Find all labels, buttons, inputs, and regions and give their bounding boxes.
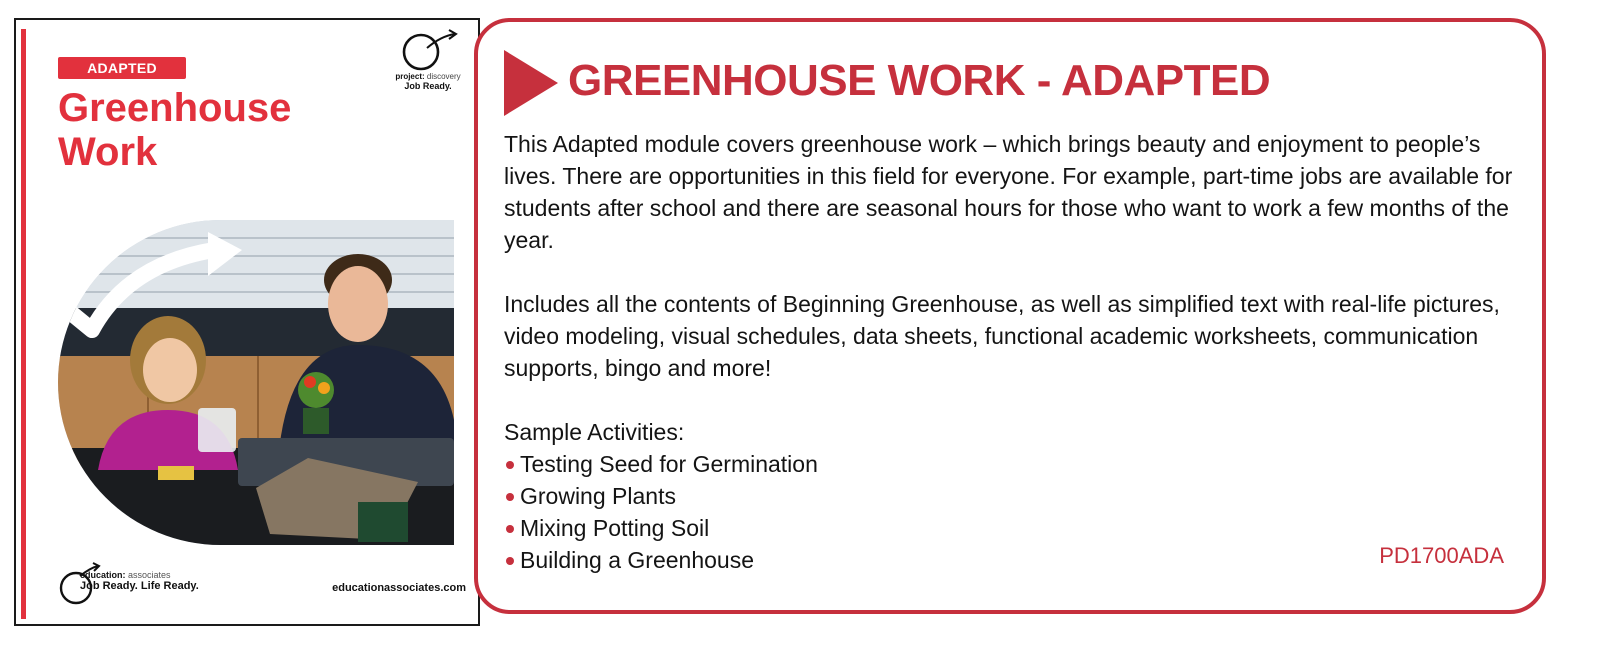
description-title: GREENHOUSE WORK - ADAPTED bbox=[568, 56, 1271, 105]
brand-bottom-tagline: Job Ready. Life Ready. bbox=[80, 580, 199, 592]
brand-bottom-prefix: education: bbox=[80, 570, 126, 580]
activities-list bbox=[504, 448, 1514, 576]
list-item: Testing Seed for Germination bbox=[504, 448, 1514, 480]
cover-accent-stripe bbox=[21, 29, 26, 619]
description-card bbox=[474, 18, 1546, 614]
brand-top-tagline: Job Ready. bbox=[404, 81, 452, 91]
cover-photo bbox=[58, 220, 454, 545]
description-paragraph-1: This Adapted module covers greenhouse work – which brings beauty and enjoyment to people’s lives. There are opportunities in this field for everyone. For example, part-time jobs are available for students after school and there are seasonal hours for those who want to work a few months of the year. bbox=[504, 131, 1513, 253]
apple-logo-icon bbox=[397, 28, 459, 72]
list-item: Mixing Potting Soil bbox=[504, 512, 1514, 544]
adapted-badge: ADAPTED bbox=[58, 57, 186, 79]
cover-title-line2: Work bbox=[58, 130, 158, 174]
website-url[interactable]: educationassociates.com bbox=[332, 582, 466, 594]
brand-top-prefix: project: bbox=[395, 72, 425, 81]
description-body bbox=[504, 128, 1514, 576]
cover-title bbox=[58, 86, 318, 174]
description-paragraph-2: Includes all the contents of Beginning Greenhouse, as well as simplified text with real-life pictures, video modeling, visual schedules, data sheets, functional academic worksheets, communication supports, bingo and more! bbox=[504, 291, 1500, 381]
play-triangle-icon bbox=[504, 50, 558, 116]
list-item: Growing Plants bbox=[504, 480, 1514, 512]
education-associates-logo bbox=[58, 560, 218, 610]
brand-bottom-name: associates bbox=[125, 570, 171, 580]
product-code: PD1700ADA bbox=[1379, 543, 1504, 568]
product-cover bbox=[14, 18, 480, 626]
project-discovery-logo bbox=[392, 28, 464, 91]
cover-title-line1: Greenhouse bbox=[58, 86, 292, 130]
list-item: Building a Greenhouse bbox=[504, 544, 1514, 576]
brand-top-name: discovery bbox=[424, 72, 461, 81]
activities-heading: Sample Activities: bbox=[504, 419, 685, 445]
